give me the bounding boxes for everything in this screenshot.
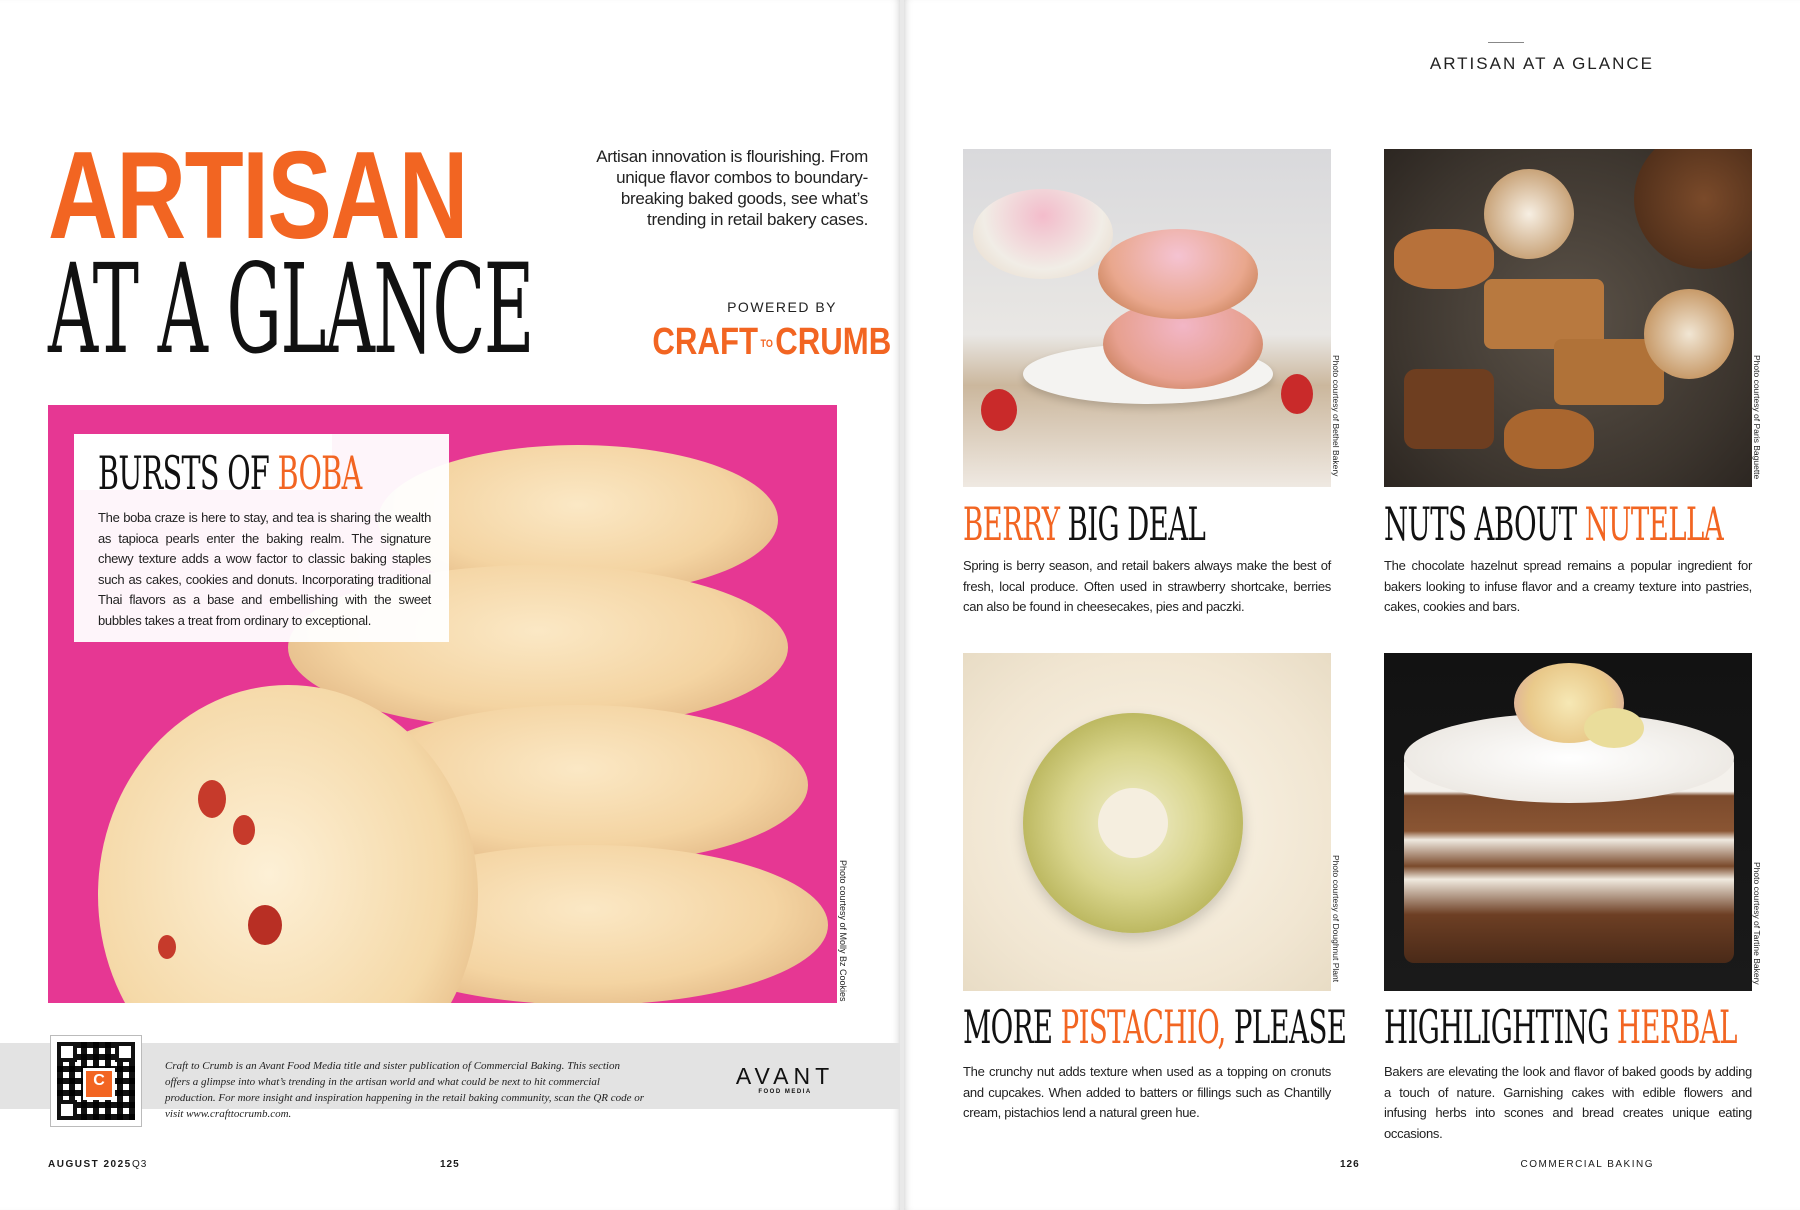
- cake-shape: [1634, 149, 1752, 269]
- tart-shape: [1484, 169, 1574, 259]
- boba-callout: [74, 434, 449, 642]
- photo-credit: Photo courtesy of Tartine Bakery: [1752, 862, 1762, 985]
- pistachio-title-accent: PISTACHIO,: [1060, 1000, 1226, 1054]
- pistachio-donut-photo: [963, 653, 1331, 991]
- boba-text: The boba craze is here to stay, and tea is sharing the wealth as tapioca pearls enter the baking realm. The signature chewy texture adds a wow factor to classic baking staples such as cakes, cookies and donuts. Incorporating traditional Thai flavors as a base and embellishing with the sweet bubbles takes a treat from ordinary to exceptional.: [98, 510, 431, 628]
- intro-text: Artisan innovation is flourishing. From unique flavor combos to boundary-breaking baked goods, see what’s trending in retail bakery cases.: [596, 147, 868, 229]
- berry-title: [963, 497, 1206, 551]
- nutella-pastries-photo: [1384, 149, 1752, 487]
- logo-part2: CRUMB: [775, 321, 892, 363]
- qr-finder: [115, 1042, 135, 1062]
- nutella-title: [1384, 497, 1724, 551]
- qr-finder: [57, 1100, 77, 1120]
- folio-date: AUGUST 2025: [48, 1159, 132, 1170]
- herbal-title: [1384, 1000, 1737, 1054]
- cake-slice-shape: [1404, 369, 1494, 449]
- right-page: [904, 0, 1800, 1210]
- fruit-piece: [198, 780, 226, 818]
- fruit-piece: [158, 935, 176, 959]
- strawberry-shape: [1281, 374, 1313, 414]
- photo-credit: Photo courtesy of Doughnut Plant: [1331, 855, 1341, 983]
- photo-credit: Photo courtesy of Paris Baguette: [1752, 355, 1762, 480]
- logo-lettering: [652, 320, 891, 366]
- footer-text: Craft to Crumb is an Avant Food Media title and sister publication of Commercial Baking. This section offers a glimpse into what’s trending in the artisan world and what could be next to hit commercial production. For more insight and inspiration happening in the retail baking community, scan the QR code or visit www.crafttocrumb.com.: [165, 1060, 645, 1120]
- flower-shape: [1584, 708, 1644, 748]
- croissant-shape: [1394, 229, 1494, 289]
- craft-to-crumb-logo: [600, 320, 892, 366]
- pistachio-text: The crunchy nut adds texture when used as a topping on cronuts and cupcakes. When added to batters or fillings such as Chantilly cream, pistachios lend a natural green hue.: [963, 1064, 1331, 1120]
- photo-credit: Photo courtesy of Molly Bz Cookies: [838, 860, 848, 1002]
- magazine-name: COMMERCIAL BAKING: [1520, 1159, 1654, 1170]
- page-number: 125: [440, 1159, 460, 1170]
- berry-donut-photo: [963, 149, 1331, 487]
- header-rule: [1488, 42, 1524, 43]
- folio-quarter: Q3: [132, 1159, 148, 1170]
- fruit-piece: [233, 815, 255, 845]
- fruit-piece: [248, 905, 282, 945]
- powered-by-label: POWERED BY: [727, 299, 837, 315]
- page-number: 126: [1340, 1159, 1360, 1170]
- donut-hole: [1098, 788, 1168, 858]
- boba-title-accent: BOBA: [277, 446, 362, 500]
- qr-code[interactable]: [50, 1035, 142, 1127]
- avant-logo: AVANT: [735, 1063, 835, 1089]
- croissant-shape: [1504, 409, 1594, 469]
- logo-part1: CRAFT: [652, 321, 759, 363]
- avant-logo-sub: FOOD MEDIA: [758, 1089, 812, 1095]
- tart-shape: [1644, 289, 1734, 379]
- logo-to: TO: [760, 337, 773, 350]
- nutella-text: The chocolate hazelnut spread remains a popular ingredient for bakers looking to infuse flavor and a creamy texture into pastries, cakes, cookies and bars.: [1384, 558, 1752, 614]
- pistachio-title-plain2: PLEASE: [1225, 1000, 1347, 1054]
- nutella-title-accent: NUTELLA: [1584, 497, 1724, 551]
- title-at-a-glance: AT A GLANCE: [48, 238, 533, 382]
- donut-shape: [973, 189, 1113, 279]
- berry-text: Spring is berry season, and retail bakers always make the best of fresh, local produce. Often used in strawberry shortcake, berries can also be found in cheesecakes, pies and paczki.: [963, 558, 1331, 614]
- donut-shape: [1098, 229, 1258, 319]
- pistachio-title: [963, 1000, 1347, 1054]
- boba-title: [98, 446, 362, 500]
- nutella-title-plain: NUTS ABOUT: [1384, 497, 1585, 551]
- strawberry-shape: [981, 389, 1017, 431]
- qr-logo: C: [83, 1068, 115, 1100]
- title-artisan: ARTISAN: [48, 127, 467, 265]
- berry-title-accent: BERRY: [963, 497, 1060, 551]
- herbal-title-accent: HERBAL: [1616, 1000, 1737, 1054]
- photo-credit: Photo courtesy of Bethel Bakery: [1331, 355, 1341, 477]
- herbal-cake-photo: [1384, 653, 1752, 991]
- herbal-text: Bakers are elevating the look and flavor of baked goods by adding a touch of nature. Garnishing cakes with edible flowers and infusing herbs into scones and bread creates unique eating occasions.: [1384, 1064, 1752, 1141]
- berry-title-plain: BIG DEAL: [1059, 497, 1206, 551]
- boba-title-plain: BURSTS OF: [98, 446, 278, 500]
- qr-finder: [57, 1042, 77, 1062]
- pistachio-title-plain: MORE: [963, 1000, 1061, 1054]
- section-header: ARTISAN AT A GLANCE: [1429, 54, 1654, 73]
- herbal-title-plain: HIGHLIGHTING: [1384, 1000, 1617, 1054]
